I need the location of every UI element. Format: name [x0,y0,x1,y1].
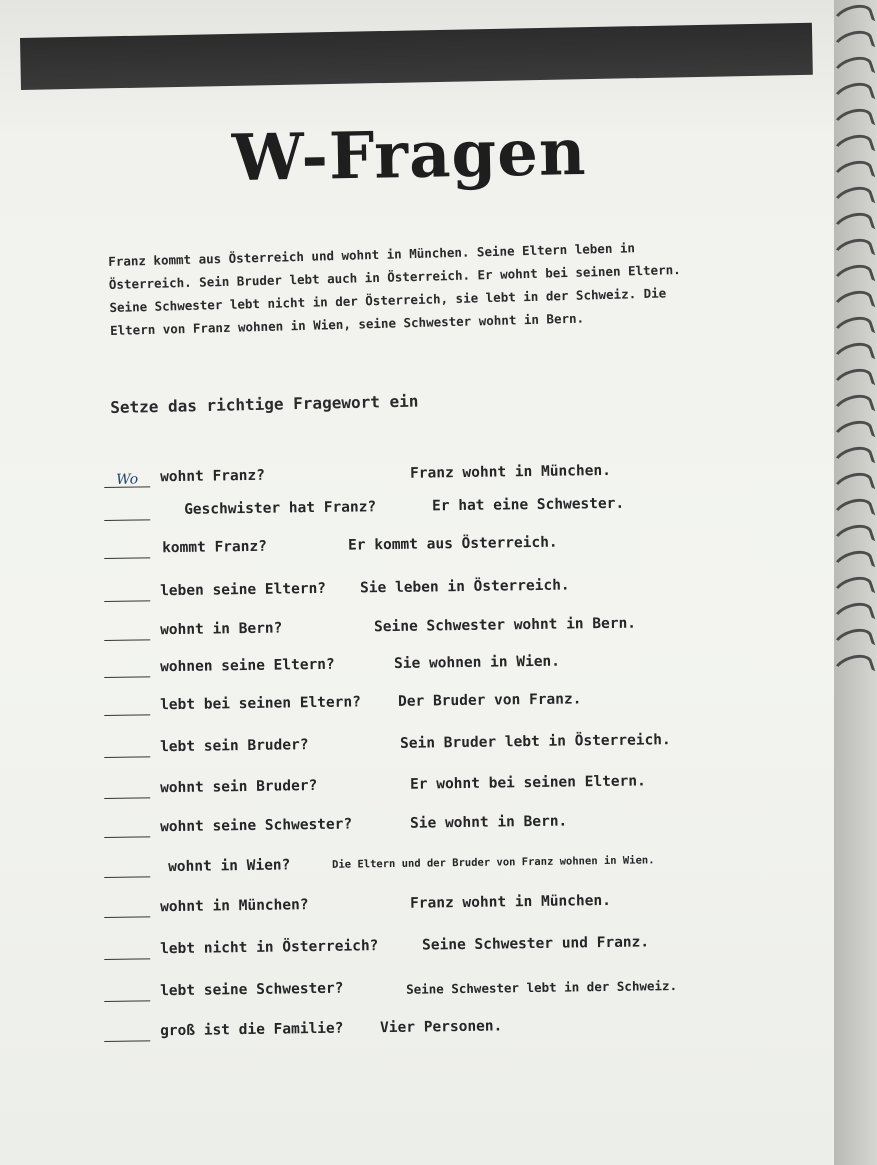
binding-ring [831,26,876,59]
binding-ring [831,442,876,475]
worksheet-title: W-Fragen [231,114,588,197]
answer-text: Seine Schwester wohnt in Bern. [374,615,637,636]
binding-ring [831,0,876,33]
question-text: lebt bei seinen Eltern? [160,694,362,714]
question-text: wohnt sein Bruder? [160,778,318,797]
binding-ring [831,182,876,215]
exercise-row [104,612,764,647]
reading-text: Franz kommt aus Österreich und wohnt in München. Seine Eltern leben in Österreich. Sein Bruder lebt auch in Österreich. Er wohnt bei seinen Eltern. Seine Schwester lebt nicht in der Österreich, sie lebt in der Schweiz. Die Eltern von Franz wohnen in Wien, seine Schwester wohnt in Bern. [108,240,681,338]
answer-text: Die Eltern und der Bruder von Franz wohnen in Wien. [332,854,655,871]
binding-ring [831,208,876,241]
binding-ring [831,494,876,527]
answer-text: Vier Personen. [380,1018,503,1037]
question-text: groß ist die Familie? [160,1020,344,1040]
exercise-row [104,770,764,805]
binding-ring [831,598,876,631]
answer-text: Seine Schwester lebt in der Schweiz. [406,978,678,997]
question-text: wohnt seine Schwester? [160,816,353,836]
answer-text: Sie wohnen in Wien. [393,653,561,672]
answer-text: Sie leben in Österreich. [360,577,570,597]
answer-blank[interactable] [104,944,150,960]
question-text: wohnt in München? [160,897,309,916]
exercise-row [104,973,764,1008]
answer-blank[interactable] [104,862,150,878]
binding-ring [831,416,876,449]
binding-ring [831,520,876,553]
exercise-row [104,573,764,608]
answer-text: Sein Bruder lebt in Österreich. [399,732,671,752]
binding-ring [831,156,876,189]
question-text: Geschwister hat Franz? [184,499,377,518]
answer-blank[interactable] [104,1026,150,1042]
binding-ring [831,78,876,111]
exercise-row [104,931,764,966]
binding-ring [831,260,876,293]
exercise-row [104,492,764,527]
answer-text: Der Bruder von Franz. [397,691,582,710]
exercise-row [104,459,764,494]
binding-ring [831,364,876,397]
binding-ring [831,52,876,85]
answer-blank[interactable] [104,783,150,799]
question-text: leben seine Eltern? [160,580,327,600]
answer-blank[interactable] [104,543,150,559]
answer-blank[interactable] [104,662,150,678]
binding-ring [831,312,876,345]
answer-text: Seine Schwester und Franz. [421,934,650,954]
answer-text: Franz wohnt in München. [409,892,611,912]
answer-blank[interactable] [104,986,150,1002]
answer-blank[interactable] [104,902,150,918]
question-text: wohnt Franz? [160,467,266,486]
binding-ring [831,104,876,137]
answer-blank[interactable] [104,700,150,716]
question-text: wohnen seine Eltern? [160,656,335,676]
exercise-row [104,729,764,764]
question-text: wohnt in Wien? [168,857,291,876]
question-text: wohnt in Bern? [160,620,283,639]
exercise-row [104,687,764,722]
binding-ring [831,130,876,163]
question-text: kommt Franz? [162,538,268,557]
answer-blank[interactable] [104,625,150,641]
answer-text: Franz wohnt in München. [409,462,611,482]
binding-ring [831,546,876,579]
binding-ring [831,338,876,371]
spiral-binding [827,0,877,700]
question-text: lebt seine Schwester? [160,980,344,1000]
exercise-row [104,649,764,684]
task-instruction: Setze das richtige Fragewort ein [110,391,419,417]
answer-blank[interactable] [104,505,150,521]
question-text: lebt sein Bruder? [160,737,309,756]
answer-blank[interactable]: Wo [104,472,150,488]
binding-ring [831,234,876,267]
binding-ring [831,624,876,657]
answer-text: Er hat eine Schwester. [431,495,625,515]
exercise-row [104,1013,764,1048]
answer-blank[interactable] [104,586,150,602]
binding-ring [831,650,876,683]
binding-ring [831,468,876,501]
exercise-row [104,849,764,884]
binding-ring [831,286,876,319]
answer-blank[interactable] [104,822,150,838]
binding-ring [831,390,876,423]
question-text: lebt nicht in Österreich? [160,938,379,958]
answer-text: Er kommt aus Österreich. [348,534,558,554]
exercise-row [104,809,764,844]
exercise-row [104,530,764,565]
binding-ring [831,572,876,605]
header-bar [20,23,813,90]
answer-blank[interactable] [104,742,150,758]
answer-text: Sie wohnt in Bern. [409,813,568,832]
exercise-row [104,889,764,924]
answer-text: Er wohnt bei seinen Eltern. [409,773,646,793]
